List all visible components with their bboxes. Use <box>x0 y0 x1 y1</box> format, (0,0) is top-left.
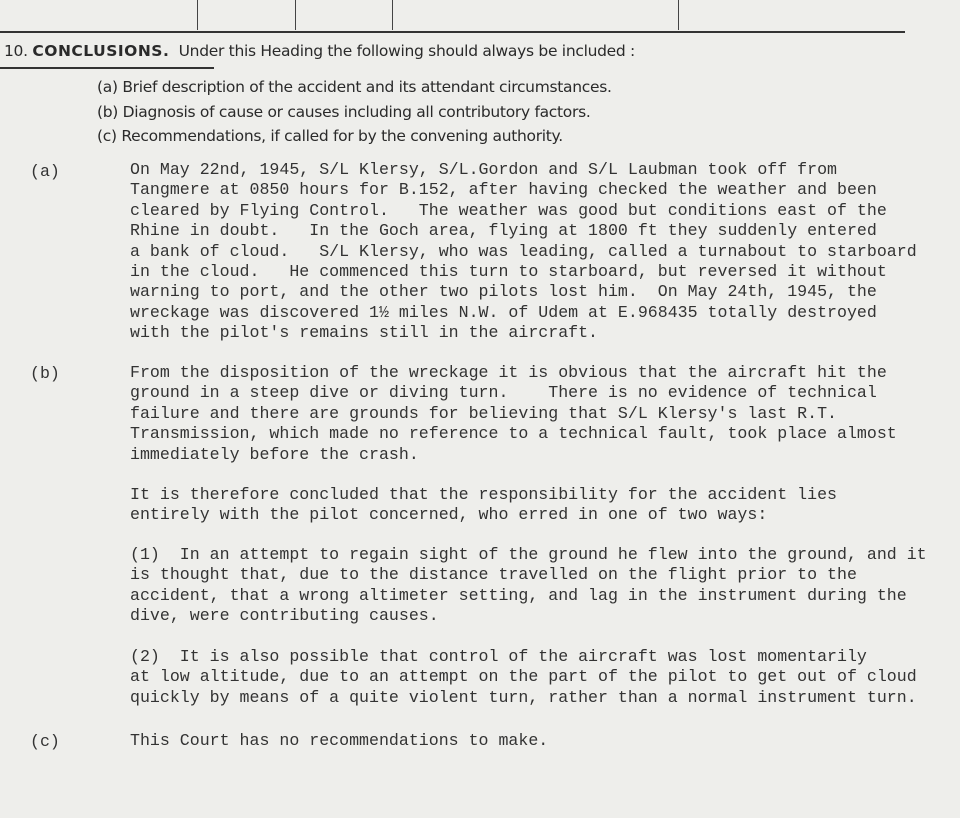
cause-point-1 <box>130 545 927 627</box>
label-b: (b) <box>30 364 60 383</box>
text-line: From the disposition of the wreckage it is obvious that the aircraft hit the <box>130 363 887 382</box>
text-line: (2) It is also possible that control of the aircraft was lost momentarily <box>130 647 867 666</box>
label-c: (c) <box>30 732 60 751</box>
text-line: Rhine in doubt. In the Goch area, flying at 1800 ft they suddenly entered <box>130 221 877 241</box>
text-line: (1) In an attempt to regain sight of the ground he flew into the ground, and it <box>130 545 927 564</box>
text-line: Transmission, which made no reference to a technical fault, took place almost <box>130 424 897 444</box>
section-heading <box>4 42 635 60</box>
description-paragraph <box>130 160 917 344</box>
text-line: dive, were contributing causes. <box>130 606 439 626</box>
text-line: warning to port, and the other two pilots lost him. On May 24th, 1945, the <box>130 282 877 302</box>
text-line: ground in a steep dive or diving turn. There is no evidence of technical <box>130 383 877 403</box>
text-line: Tangmere at 0850 hours for B.152, after having checked the weather and been <box>130 180 877 200</box>
section-title: CONCLUSIONS. <box>32 42 170 60</box>
heading-underline <box>0 67 214 69</box>
recommendations-text: This Court has no recommendations to make. <box>130 731 549 750</box>
section-number: 10. <box>4 42 28 60</box>
horizontal-rule <box>0 31 905 33</box>
diagnosis-paragraph <box>130 363 897 465</box>
section-instruction: Under this Heading the following should always be included : <box>178 42 635 60</box>
column-divider <box>392 0 393 30</box>
instruction-item-a: (a) Brief description of the accident and its attendant circumstances. <box>97 78 612 96</box>
text-line: wreckage was discovered 1½ miles N.W. of Udem at E.968435 totally destroyed <box>130 302 877 322</box>
text-line: entirely with the pilot concerned, who erred in one of two ways: <box>130 505 768 525</box>
text-line: quickly by means of a quite violent turn, rather than a normal instrument turn. <box>130 687 917 707</box>
column-divider <box>295 0 296 30</box>
conclusion-paragraph <box>130 485 837 526</box>
text-line: a bank of cloud. S/L Klersy, who was leading, called a turnabout to starboard <box>130 241 917 261</box>
instruction-item-b: (b) Diagnosis of cause or causes including all contributory factors. <box>97 103 591 121</box>
text-line: cleared by Flying Control. The weather was good but conditions east of the <box>130 200 887 220</box>
text-line: accident, that a wrong altimeter setting, and lag in the instrument during the <box>130 585 907 605</box>
text-line: failure and there are grounds for believing that S/L Klersy's last R.T. <box>130 403 838 423</box>
column-divider <box>197 0 198 30</box>
text-line: with the pilot's remains still in the aircraft. <box>130 323 599 343</box>
text-line: immediately before the crash. <box>130 444 419 464</box>
label-a: (a) <box>30 162 60 181</box>
text-line: at low altitude, due to an attempt on the part of the pilot to get out of cloud <box>130 667 917 687</box>
instruction-item-c: (c) Recommendations, if called for by the convening authority. <box>97 127 563 145</box>
column-divider <box>678 0 679 30</box>
text-line: in the cloud. He commenced this turn to starboard, but reversed it without <box>130 262 887 282</box>
text-line: is thought that, due to the distance travelled on the flight prior to the <box>130 565 857 585</box>
cause-point-2 <box>130 647 917 708</box>
text-line: It is therefore concluded that the responsibility for the accident lies <box>130 485 838 504</box>
text-line: On May 22nd, 1945, S/L Klersy, S/L.Gordon and S/L Laubman took off from <box>130 160 838 179</box>
